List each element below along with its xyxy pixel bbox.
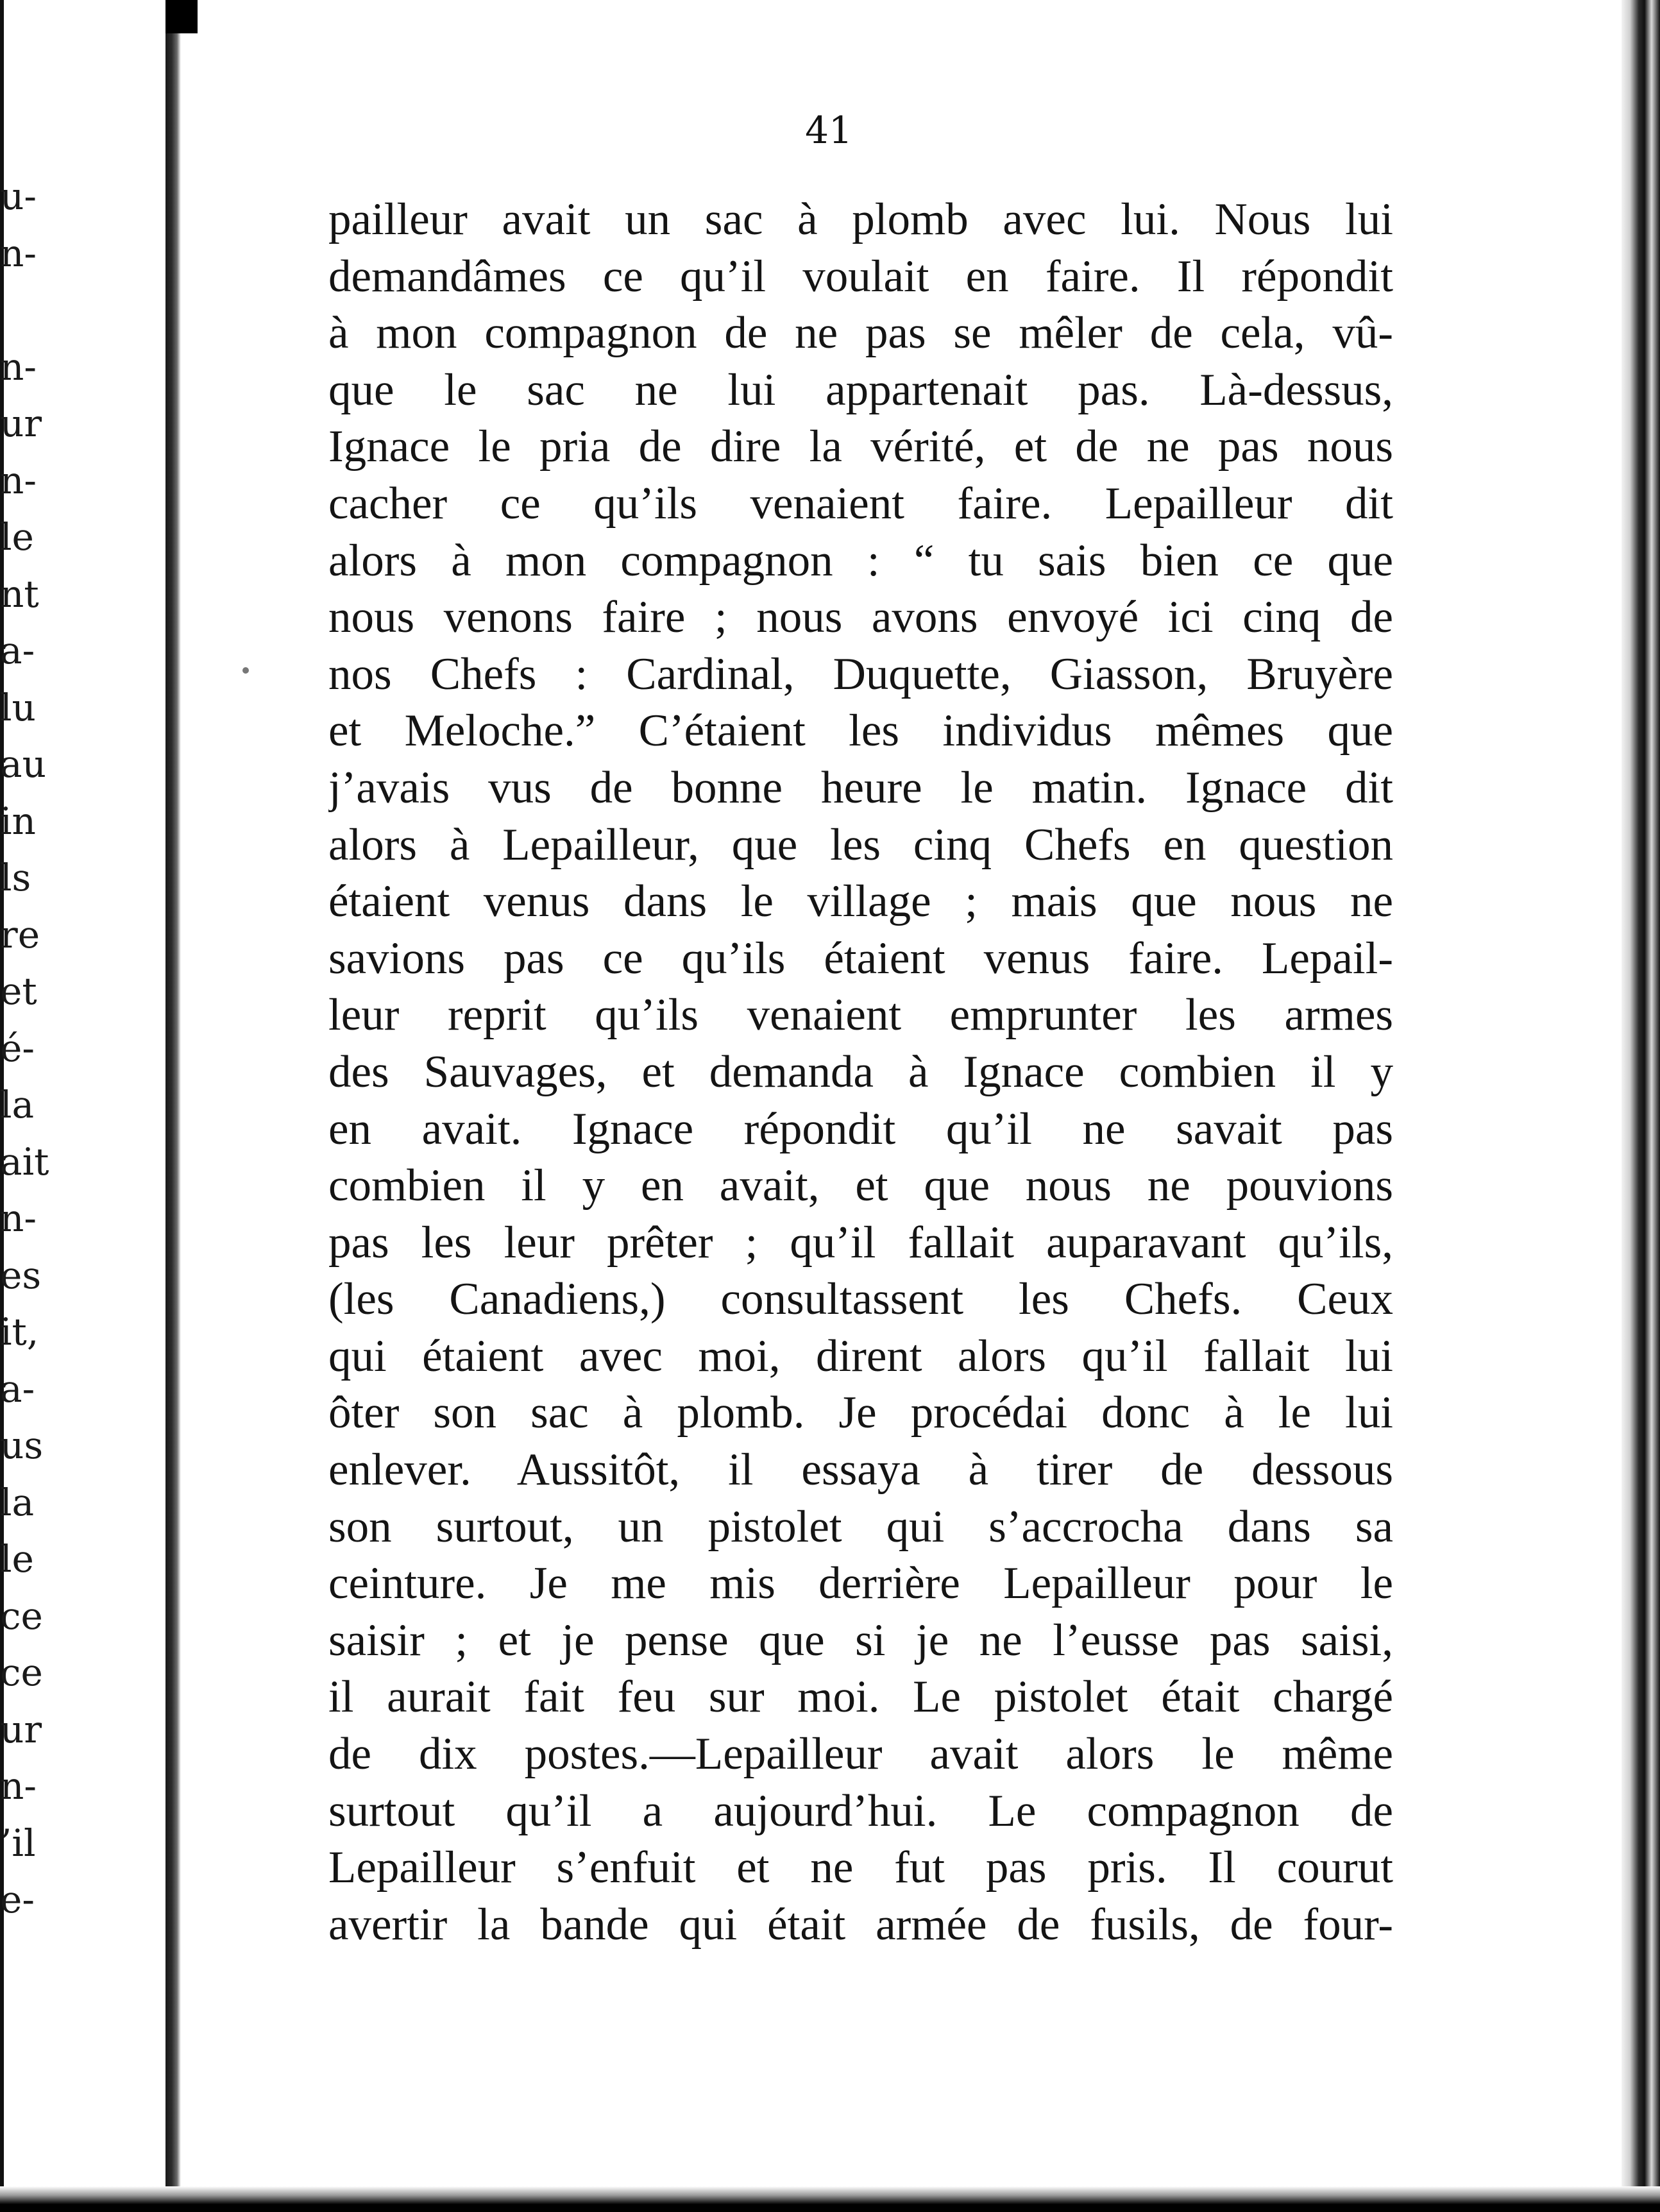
- fragment-line: n-: [0, 1764, 37, 1808]
- scan-bottom-edge: [0, 2186, 1660, 2212]
- fragment-line: ’il: [0, 1821, 36, 1865]
- fragment-line: n-: [0, 1196, 37, 1240]
- fragment-line: nt: [0, 572, 39, 616]
- text-line: Lepailleur s’enfuit et ne fut pas pris. Il courut: [328, 1842, 1393, 1893]
- text-line: alors à mon compagnon : “ tu sais bien ce que: [328, 535, 1393, 586]
- text-line: ôter son sac à plomb. Je procédai donc à le lui: [328, 1388, 1393, 1438]
- fragment-line: la: [0, 1480, 35, 1524]
- fragment-line: au: [0, 742, 46, 786]
- text-line: en avait. Ignace répondit qu’il ne savait pas: [328, 1103, 1393, 1154]
- fragment-line: es: [0, 1253, 42, 1297]
- fragment-line: ur: [0, 1707, 42, 1751]
- text-line: demandâmes ce qu’il voulait en faire. Il répondit: [328, 251, 1393, 302]
- fragment-line: et: [0, 969, 37, 1013]
- gutter-top-shadow: [165, 0, 198, 33]
- fragment-line: us: [0, 1424, 44, 1467]
- fragment-line: e-: [0, 1878, 35, 1921]
- text-line: j’avais vus de bonne heure le matin. Ignace dit: [328, 762, 1393, 813]
- text-line: ceinture. Je me mis derrière Lepailleur pour le: [328, 1558, 1393, 1609]
- text-line: de dix postes.—Lepailleur avait alors le même: [328, 1729, 1393, 1780]
- fragment-line: a-: [0, 629, 35, 672]
- text-line: à mon compagnon de ne pas se mêler de cela, vû-: [328, 308, 1393, 359]
- gutter-shadow: [165, 0, 181, 2212]
- fragment-line: n-: [0, 458, 37, 502]
- text-line: et Meloche.” C’étaient les individus mêmes que: [328, 706, 1393, 756]
- fragment-line: ce: [0, 1594, 43, 1638]
- fragment-line: n-: [0, 231, 37, 275]
- text-line: son surtout, un pistolet qui s’accrocha dans sa: [328, 1501, 1393, 1552]
- fragment-line: n-: [0, 345, 37, 389]
- fragment-line: u-: [0, 174, 37, 218]
- text-line: leur reprit qu’ils venaient emprunter les armes: [328, 990, 1393, 1041]
- fragment-line: ait: [0, 1139, 49, 1184]
- text-line: il aurait fait feu sur moi. Le pistolet était chargé: [328, 1672, 1393, 1723]
- fragment-line: it,: [0, 1310, 39, 1354]
- fragment-line: é-: [0, 1026, 35, 1070]
- fragment-line: lu: [0, 685, 36, 729]
- text-line: qui étaient avec moi, dirent alors qu’il fallait lui: [328, 1331, 1393, 1381]
- text-line: pas les leur prêter ; qu’il fallait auparavant qu’ils,: [328, 1217, 1393, 1268]
- text-line: nos Chefs : Cardinal, Duquette, Giasson, Bruyère: [328, 649, 1393, 699]
- text-line: savions pas ce qu’ils étaient venus faire. Lepail-: [328, 933, 1393, 983]
- text-line: enlever. Aussitôt, il essaya à tirer de dessous: [328, 1445, 1393, 1495]
- text-line: surtout qu’il a aujourd’hui. Le compagnon de: [328, 1785, 1393, 1836]
- fragment-line: in: [0, 799, 36, 843]
- text-line: cacher ce qu’ils venaient faire. Lepailleur dit: [328, 478, 1393, 529]
- previous-page-fragments: [0, 168, 71, 1928]
- fragment-line: ce: [0, 1651, 43, 1694]
- page-number: 41: [805, 108, 852, 152]
- text-line: pailleur avait un sac à plomb avec lui. Nous lui: [328, 194, 1393, 244]
- scan-speck: [242, 667, 249, 674]
- fragment-line: la: [0, 1083, 35, 1127]
- text-line: Ignace le pria de dire la vérité, et de ne pas nous: [328, 421, 1393, 472]
- fragment-line: le: [0, 1537, 34, 1581]
- binding-edge-right: [1622, 0, 1660, 2212]
- fragment-line: ur: [0, 402, 42, 445]
- text-line: alors à Lepailleur, que les cinq Chefs en question: [328, 819, 1393, 870]
- fragment-line: [0, 282, 71, 339]
- text-line: nous venons faire ; nous avons envoyé ici cinq de: [328, 592, 1393, 643]
- text-line: combien il y en avait, et que nous ne pouvions: [328, 1161, 1393, 1211]
- fragment-line: re: [0, 912, 40, 957]
- fragment-line: a-: [0, 1366, 35, 1411]
- text-line: saisir ; et je pense que si je ne l’eusse pas saisi,: [328, 1615, 1393, 1665]
- text-line: étaient venus dans le village ; mais que nous ne: [328, 876, 1393, 927]
- text-line: avertir la bande qui était armée de fusils, de four-: [328, 1899, 1393, 1950]
- fragment-line: ls: [0, 856, 31, 899]
- text-line: des Sauvages, et demanda à Ignace combien il y: [328, 1046, 1393, 1097]
- page-body-text: [328, 191, 1393, 1953]
- text-line: que le sac ne lui appartenait pas. Là-dessus,: [328, 364, 1393, 415]
- text-line: (les Canadiens,) consultassent les Chefs. Ceux: [328, 1274, 1393, 1325]
- fragment-line: le: [0, 515, 34, 559]
